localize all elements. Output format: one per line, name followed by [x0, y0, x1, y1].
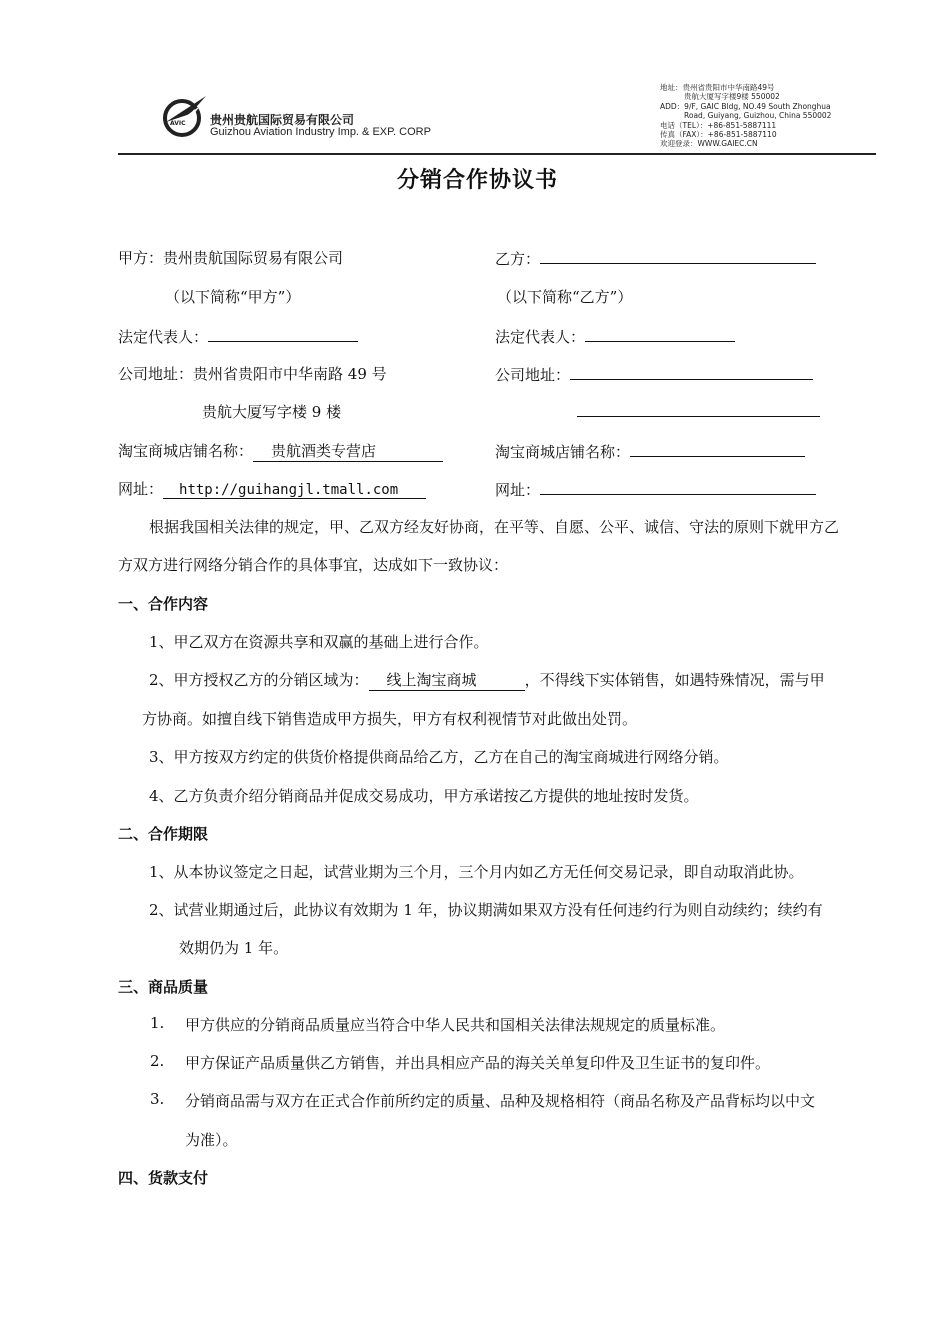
shop-b [495, 440, 805, 462]
section-2-item-2: 2、试营业期通过后，此协议有效期为 1 年，协议期满如果双方没有任何违约行为则自动续约；续约有 [149, 901, 823, 919]
section-3-item-2: 甲方保证产品质量供乙方销售，并出具相应产品的海关关单复印件及卫生证书的复印件。 [185, 1054, 771, 1072]
legal-rep-b-label: 法定代表人： [495, 328, 586, 346]
party-a-label: 甲方：贵州贵航国际贸易有限公司 [118, 249, 344, 267]
header-divider [118, 153, 876, 155]
svg-text:AVIC: AVIC [170, 120, 186, 127]
legal-rep-a [118, 325, 358, 347]
item-2-pre: 2、甲方授权乙方的分销区域为： [149, 671, 369, 689]
intro-line-2: 方双方进行网络分销合作的具体事宜，达成如下一致协议： [118, 556, 509, 574]
section-2-item-2-line2: 效期仍为 1 年。 [179, 939, 289, 957]
company-name-cn: 贵州贵航国际贸易有限公司 [210, 113, 355, 127]
section-3-item-3-line2: 为准）。 [185, 1131, 238, 1149]
document-title: 分销合作协议书 [397, 168, 559, 193]
address-b-blank-line2 [577, 416, 820, 417]
address-b [495, 363, 813, 385]
url-a-value: http://guihangjl.tmall.com [163, 482, 426, 499]
address-line: Road, Guiyang, Guizhou, China 550002 [684, 111, 832, 121]
party-b-blank [540, 247, 816, 264]
address-b-label: 公司地址： [495, 366, 571, 384]
url-a-label: 网址： [118, 480, 164, 498]
section-1-item-3: 3、甲方按双方约定的供货价格提供商品给乙方，乙方在自己的淘宝商城进行网络分销。 [149, 748, 729, 766]
distribution-area-value: 线上淘宝商城 [369, 669, 525, 691]
legal-rep-b-blank [585, 325, 735, 342]
company-name-en: Guizhou Aviation Industry Imp. & EXP. CORP [210, 126, 431, 138]
avic-logo-icon [160, 92, 208, 140]
section-3-item-1: 甲方供应的分销商品质量应当符合中华人民共和国相关法律法规规定的质量标准。 [185, 1016, 726, 1034]
section-1-item-2 [149, 669, 825, 691]
legal-rep-b [495, 325, 735, 347]
address-line: 贵航大厦写字楼9楼 550002 [684, 92, 780, 102]
section-2-title: 二、合作期限 [118, 825, 209, 843]
shop-a-value: 贵航酒类专营店 [253, 440, 443, 462]
party-a-note: （以下简称“甲方”） [165, 288, 301, 306]
address-line: 欢迎登录：WWW.GAIEC.CN [660, 139, 758, 149]
address-line: ADD：9/F, GAIC Bldg, NO.49 South Zhonghua [660, 101, 831, 111]
url-b-blank [540, 478, 816, 495]
section-3-item-3: 分销商品需与双方在正式合作前所约定的质量、品种及规格相符（商品名称及产品背标均以中文 [185, 1092, 816, 1110]
section-3-num-2: 2. [150, 1052, 165, 1070]
logo [160, 92, 208, 140]
shop-a-label: 淘宝商城店铺名称： [118, 442, 254, 460]
section-4-title: 四、货款支付 [118, 1169, 209, 1187]
section-2-item-1: 1、从本协议签定之日起，试营业期为三个月，三个月内如乙方无任何交易记录，即自动取消此协。 [149, 863, 804, 881]
party-b-text: 乙方： [495, 250, 541, 268]
party-b-label [495, 247, 816, 269]
address-a: 公司地址：贵州省贵阳市中华南路 49 号 [118, 365, 387, 383]
section-3-num-1: 1. [150, 1014, 165, 1032]
url-b-label: 网址： [495, 481, 541, 499]
address-b-blank [570, 363, 813, 380]
shop-b-blank [630, 440, 805, 457]
section-1-item-1: 1、甲乙双方在资源共享和双赢的基础上进行合作。 [149, 633, 489, 651]
section-3-num-3: 3. [150, 1090, 165, 1108]
letterhead-address [660, 83, 831, 149]
address-line: 传真（FAX）：+86-851-5887110 [660, 129, 777, 139]
legal-rep-a-blank [208, 325, 358, 342]
shop-b-label: 淘宝商城店铺名称： [495, 443, 631, 461]
intro-line-1: 根据我国相关法律的规定，甲、乙双方经友好协商，在平等、自愿、公平、诚信、守法的原则下就甲方乙 [149, 518, 840, 536]
address-line: 地址：贵州省贵阳市中华南路49号 [660, 83, 775, 92]
section-3-title: 三、商品质量 [118, 978, 209, 996]
party-b-note: （以下简称“乙方”） [497, 288, 633, 306]
legal-rep-a-label: 法定代表人： [118, 328, 209, 346]
section-1-item-4: 4、乙方负责介绍分销商品并促成交易成功，甲方承诺按乙方提供的地址按时发货。 [149, 787, 699, 805]
url-a [118, 478, 426, 499]
item-2-post: ，不得线下实体销售，如遇特殊情况，需与甲 [524, 671, 825, 689]
address-line: 电话（TEL）：+86-851-5887111 [660, 120, 777, 130]
section-1-item-2-line2: 方协商。如擅自线下销售造成甲方损失，甲方有权利视情节对此做出处罚。 [142, 710, 638, 728]
address-a-line2: 贵航大厦写字楼 9 楼 [202, 403, 342, 421]
section-1-title: 一、合作内容 [118, 595, 209, 613]
url-b [495, 478, 816, 500]
shop-a [118, 440, 443, 462]
